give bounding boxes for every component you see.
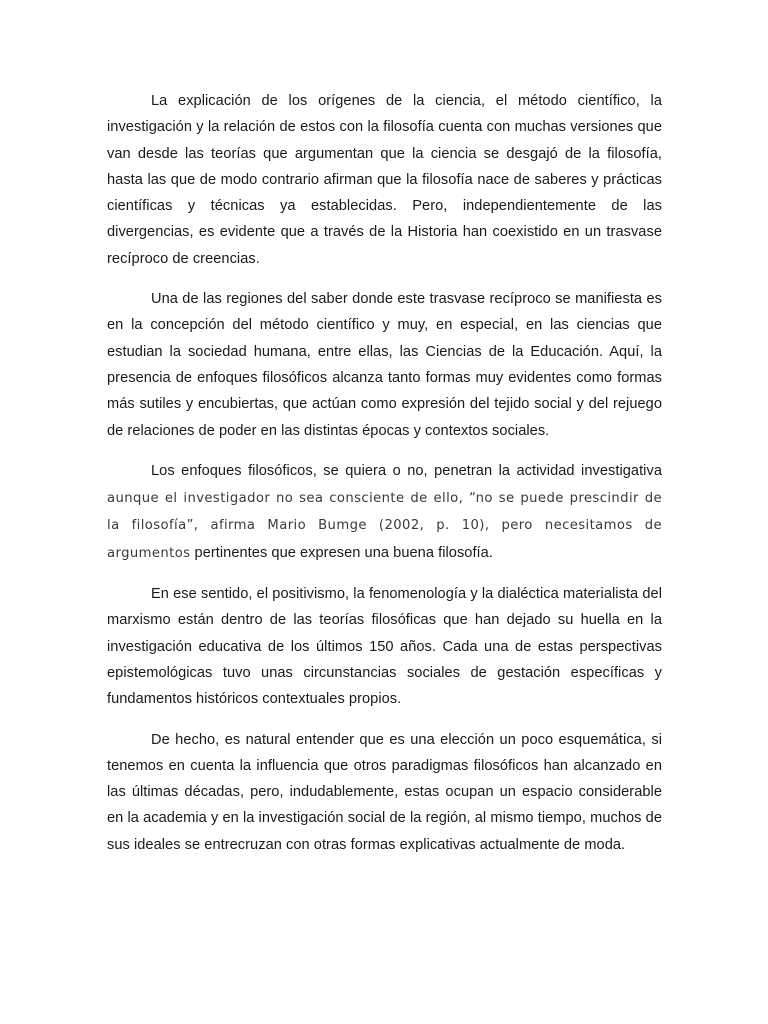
paragraph-3-quote: aunque el investigador no sea consciente de ello, “no se puede prescindir de la filosofía”, afirma Mario Bumge (2002, p. 10), pero necesitamos de argumentos bbox=[107, 491, 662, 561]
paragraph-2: Una de las regiones del saber donde este trasvase recíproco se manifiesta es en la concepción del método científico y muy, en especial, en las ciencias que estudian la sociedad humana, entre ellas, las Ciencias de la Educación. Aquí, la presencia de enfoques filosóficos alcanza tanto formas muy evidentes como formas más sutiles y encubiertas, que actúan como expresión del tejido social y del rejuego de relaciones de poder en las distintas épocas y contextos sociales. bbox=[107, 291, 662, 439]
paragraph-3 bbox=[107, 458, 662, 567]
paragraph-3-tail: pertinentes que expresen una buena filosofía. bbox=[190, 544, 493, 561]
paragraph-5: De hecho, es natural entender que es una elección un poco esquemática, si tenemos en cuenta la influencia que otros paradigmas filosóficos han alcanzado en las últimas décadas, pero, indudablemente, estas ocupan un espacio considerable en la academia y en la investigación social de la región, al mismo tiempo, muchos de sus ideales se entrecruzan con otras formas explicativas actualmente de moda. bbox=[107, 731, 662, 853]
document-body bbox=[107, 88, 662, 872]
paragraph-1: La explicación de los orígenes de la ciencia, el método científico, la investigación y la relación de estos con la filosofía cuenta con muchas versiones que van desde las teorías que argumentan que la ciencia se desgajó de la filosofía, hasta las que de modo contrario afirman que la filosofía nace de saberes y prácticas científicas y técnicas ya establecidas. Pero, independientemente de las divergencias, es evidente que a través de la Historia han coexistido en un trasvase recíproco de creencias. bbox=[107, 93, 662, 267]
paragraph-3-lead: Los enfoques filosóficos, se quiera o no, penetran la actividad investigativa bbox=[151, 462, 662, 479]
paragraph-4: En ese sentido, el positivismo, la fenomenología y la dialéctica materialista del marxismo están dentro de las teorías filosóficas que han dejado su huella en la investigación educativa de los últimos 150 años. Cada una de estas perspectivas epistemológicas tuvo unas circunstancias sociales de gestación específicas y fundamentos históricos contextuales propios. bbox=[107, 586, 662, 708]
